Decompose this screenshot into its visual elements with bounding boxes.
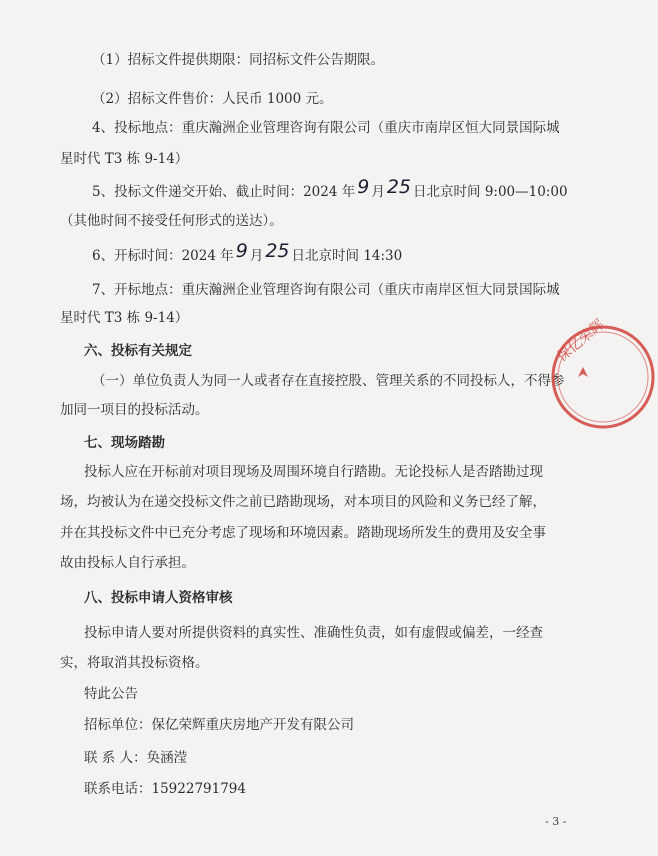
paragraph-line-l2: （2）招标文件售价：人民币 1000 元。 bbox=[92, 91, 333, 107]
seal-text: 保亿荣辉 bbox=[554, 316, 608, 366]
bid-opening-time-line bbox=[92, 240, 562, 266]
tender-organization: 招标单位：保亿荣辉重庆房地产开发有限公司 bbox=[84, 717, 354, 733]
paragraph-line-l5: （其他时间不接受任何形式的送达）。 bbox=[60, 213, 283, 229]
section-8-line-1: 投标申请人要对所提供资料的真实性、准确性负责，如有虚假或偏差，一经查 bbox=[84, 625, 543, 641]
section-8-title: 八、投标申请人资格审核 bbox=[84, 590, 233, 606]
bid-submission-prefix: 5、投标文件递交开始、截止时间：2024 年 bbox=[92, 184, 356, 200]
section-7-line-4: 故由投标人自行承担。 bbox=[60, 555, 195, 571]
section-7-line-1: 投标人应在开标前对项目现场及周围环境自行踏勘。无论投标人是否踏勘过现 bbox=[84, 464, 543, 480]
bid-submission-suffix: 日北京时间 9:00—10:00 bbox=[413, 184, 568, 200]
section-7-line-3: 并在其投标文件中已充分考虑了现场和环境因素。踏勘现场所发生的费用及安全事 bbox=[60, 525, 546, 541]
section-7-line-2: 场，均被认为在递交投标文件之前已踏勘现场，对本项目的风险和义务已经了解， bbox=[60, 494, 546, 510]
handwritten-day: 25 bbox=[386, 176, 412, 198]
handwritten-month: 9 bbox=[235, 240, 248, 262]
section-7-title: 七、现场踏勘 bbox=[84, 435, 165, 451]
bid-submission-time-line bbox=[92, 176, 568, 202]
bid-opening-prefix: 6、开标时间：2024 年 bbox=[92, 248, 234, 264]
month-unit: 月 bbox=[249, 248, 264, 264]
section-8-line-2: 实，将取消其投标资格。 bbox=[60, 655, 209, 671]
contact-person: 联 系 人：奂涵滢 bbox=[84, 750, 188, 766]
section-6-line-1: （一）单位负责人为同一人或者存在直接控股、管理关系的不同投标人，不得参 bbox=[92, 373, 565, 389]
handwritten-day: 25 bbox=[265, 240, 290, 262]
section-6-line-2: 加同一项目的投标活动。 bbox=[60, 402, 209, 418]
company-seal-stamp bbox=[548, 316, 658, 432]
contact-phone: 联系电话：15922791794 bbox=[84, 781, 246, 797]
notice-closing: 特此公告 bbox=[84, 686, 138, 702]
page-number: - 3 - bbox=[545, 815, 567, 828]
paragraph-line-l8: 星时代 T3 栋 9-14） bbox=[60, 310, 189, 326]
bid-opening-suffix: 日北京时间 14:30 bbox=[291, 248, 403, 264]
paragraph-line-l3: 4、投标地点：重庆瀚洲企业管理咨询有限公司（重庆市南岸区恒大同景国际城 bbox=[92, 120, 560, 136]
paragraph-line-l4: 星时代 T3 栋 9-14） bbox=[60, 151, 189, 167]
month-unit: 月 bbox=[371, 184, 385, 200]
section-6-title: 六、投标有关规定 bbox=[84, 343, 192, 359]
paragraph-line-l1: （1）招标文件提供期限：同招标文件公告期限。 bbox=[92, 52, 385, 68]
handwritten-month: 9 bbox=[357, 176, 370, 198]
paragraph-line-l7: 7、开标地点：重庆瀚洲企业管理咨询有限公司（重庆市南岸区恒大同景国际城 bbox=[92, 282, 560, 298]
